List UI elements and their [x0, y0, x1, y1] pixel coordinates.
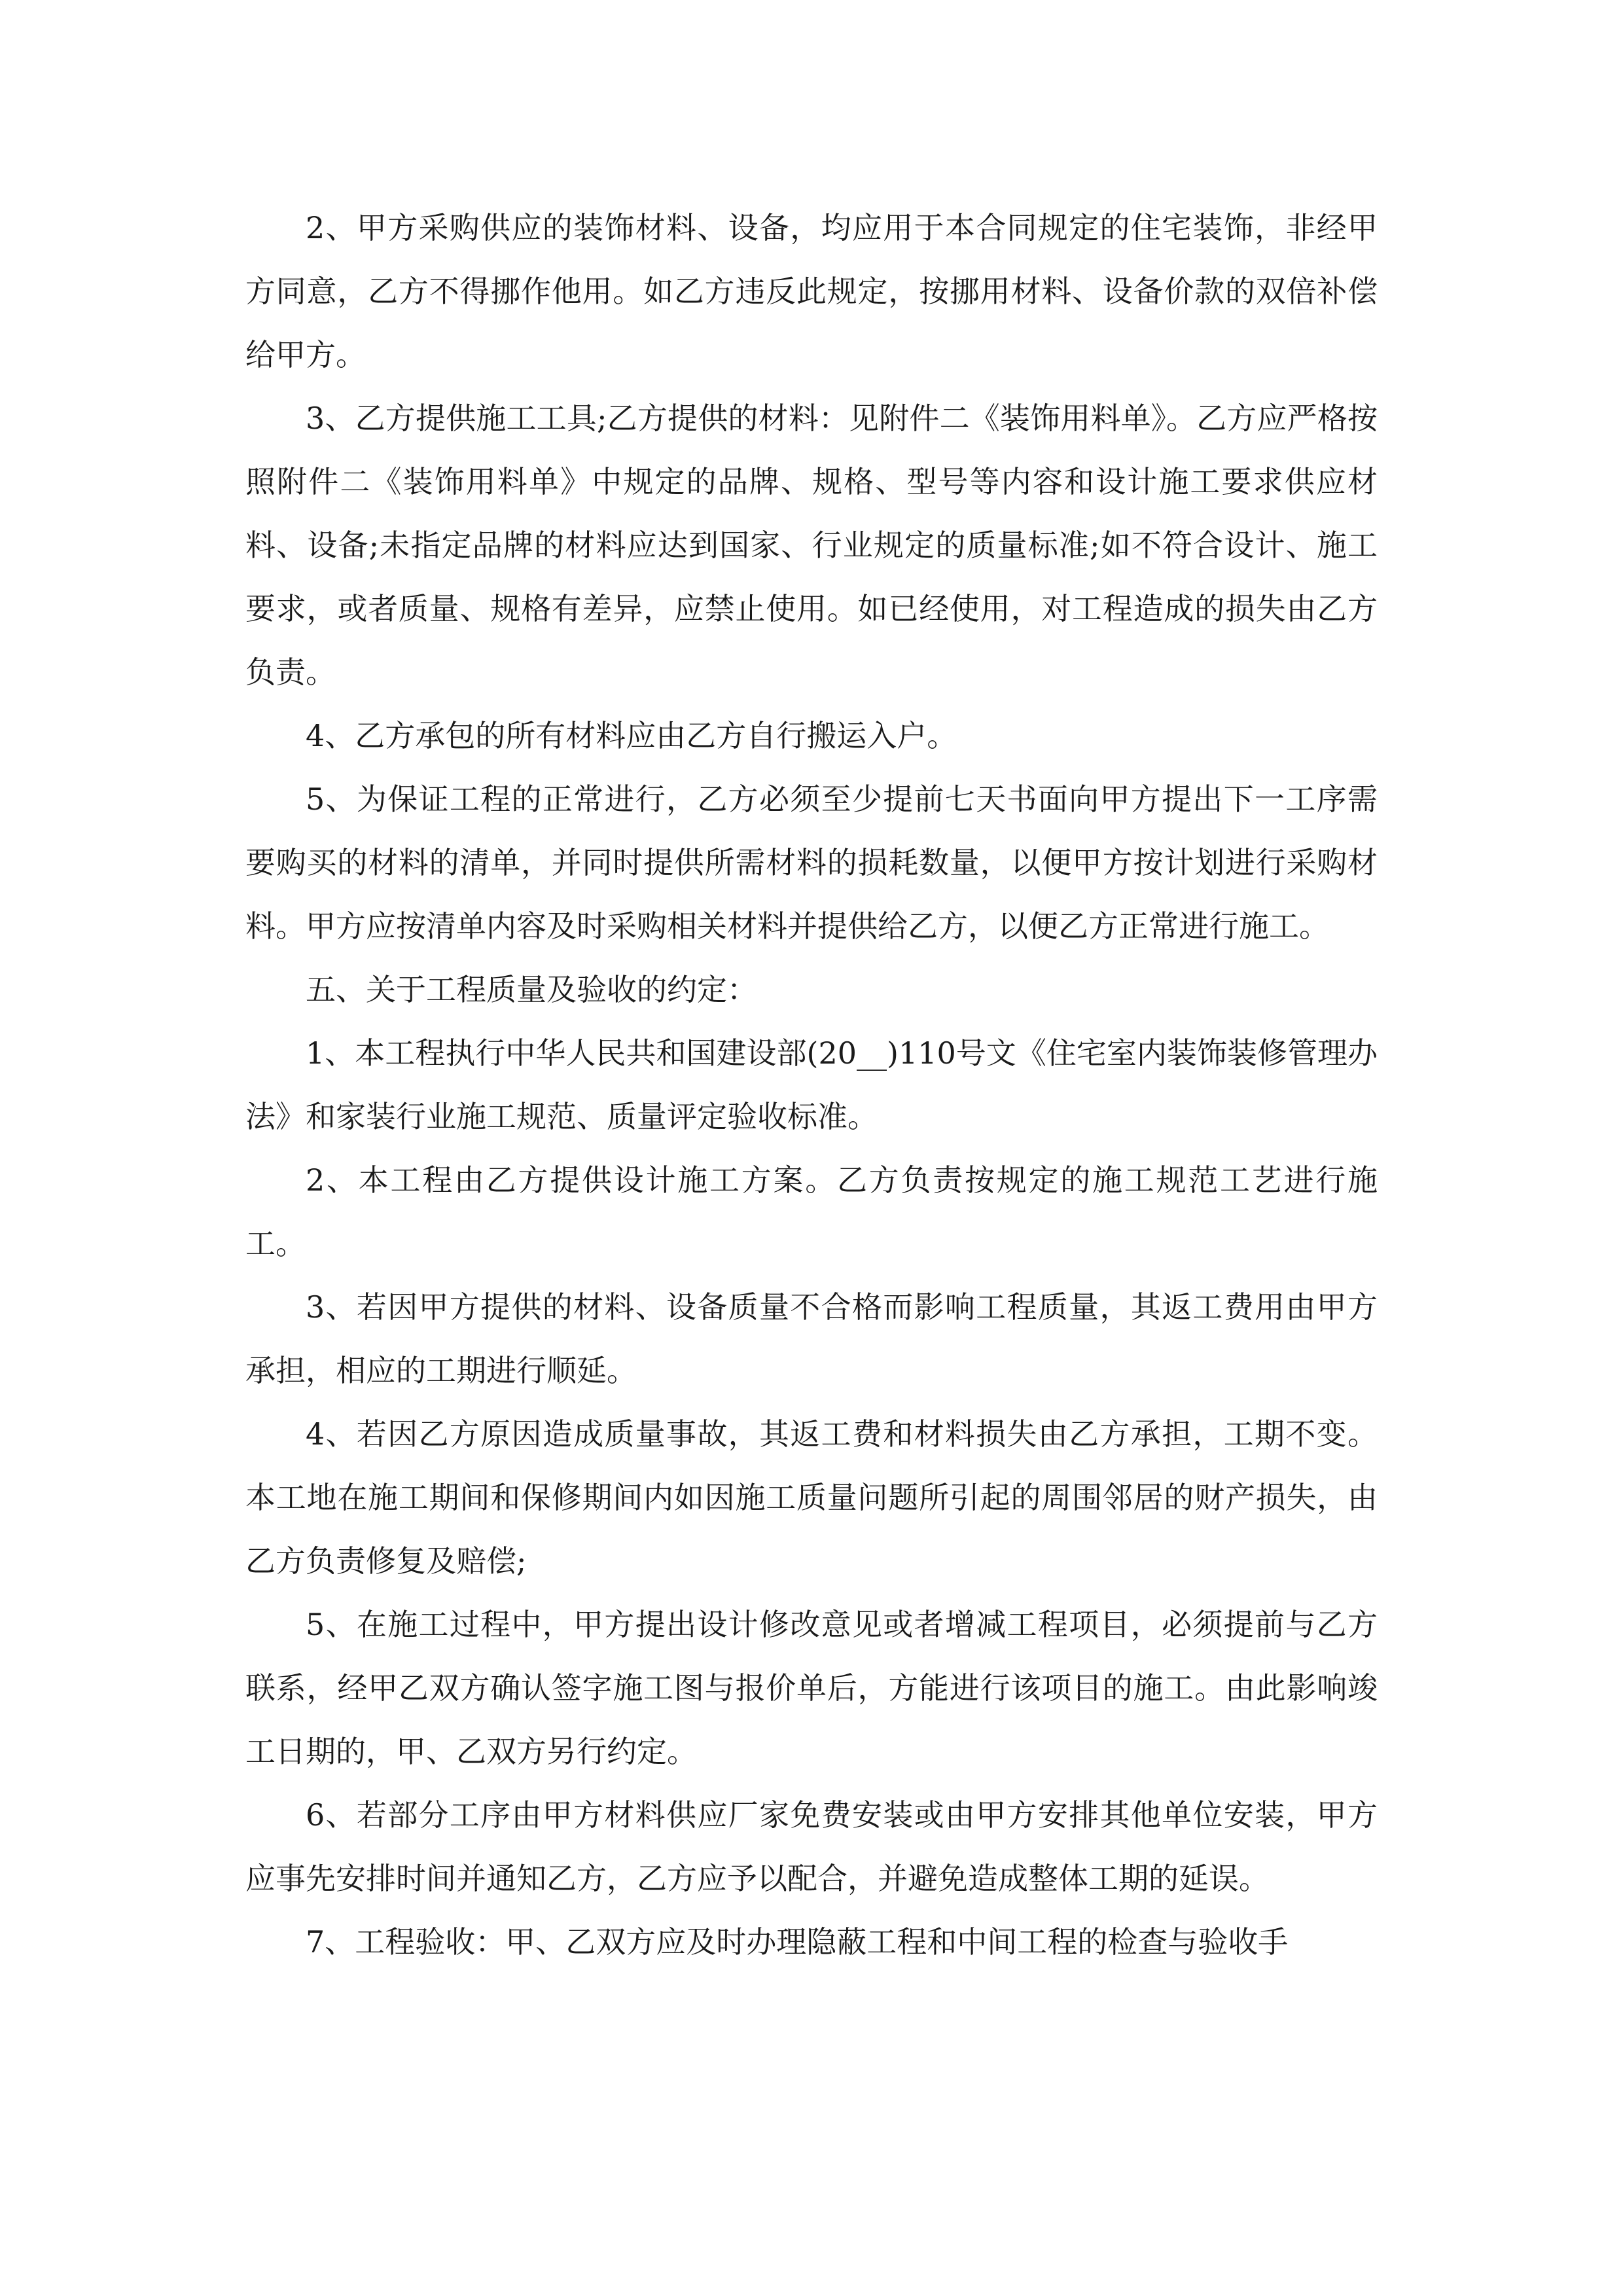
paragraph-clause-5-5: 5、在施工过程中，甲方提出设计修改意见或者增减工程项目，必须提前与乙方联系，经甲乙双方确认签字施工图与报价单后，方能进行该项目的施工。由此影响竣工日期的，甲、乙双方另行约定。: [245, 1607, 1378, 1769]
paragraph-clause-5-4: 4、若因乙方原因造成质量事故，其返工费和材料损失由乙方承担，工期不变。本工地在施工期间和保修期间内如因施工质量问题所引起的周围邻居的财产损失，由乙方负责修复及赔偿;: [245, 1416, 1378, 1579]
paragraph-clause-4-3: 3、乙方提供施工工具;乙方提供的材料：见附件二《装饰用料单》。乙方应严格按照附件二《装饰用料单》中规定的品牌、规格、型号等内容和设计施工要求供应材料、设备;未指定品牌的材料应达到国家、行业规定的质量标准;如不符合设计、施工要求，或者质量、规格有差异，应禁止使用。如已经使用，对工程造成的损失由乙方负责。: [245, 401, 1378, 690]
paragraph-clause-4-5: 5、为保证工程的正常进行，乙方必须至少提前七天书面向甲方提出下一工序需要购买的材料的清单，并同时提供所需材料的损耗数量，以便甲方按计划进行采购材料。甲方应按清单内容及时采购相关材料并提供给乙方，以便乙方正常进行施工。: [245, 781, 1378, 944]
paragraph-clause-5-7: 7、工程验收：甲、乙双方应及时办理隐蔽工程和中间工程的检查与验收手: [306, 1924, 1289, 1960]
paragraph-clause-5-2: 2、本工程由乙方提供设计施工方案。乙方负责按规定的施工规范工艺进行施工。: [245, 1162, 1378, 1261]
paragraph-clause-5-6: 6、若部分工序由甲方材料供应厂家免费安装或由甲方安排其他单位安装，甲方应事先安排时间并通知乙方，乙方应予以配合，并避免造成整体工期的延误。: [245, 1797, 1378, 1896]
paragraph-clause-5-1: 1、本工程执行中华人民共和国建设部(20__)110号文《住宅室内装饰装修管理办法》和家装行业施工规范、质量评定验收标准。: [245, 1035, 1378, 1134]
paragraph-clause-5-3: 3、若因甲方提供的材料、设备质量不合格而影响工程质量，其返工费用由甲方承担，相应的工期进行顺延。: [245, 1289, 1378, 1388]
section-heading-5: 五、关于工程质量及验收的约定：: [306, 972, 757, 1007]
paragraph-clause-4-4: 4、乙方承包的所有材料应由乙方自行搬运入户。: [306, 718, 957, 753]
paragraph-clause-4-2: 2、甲方采购供应的装饰材料、设备，均应用于本合同规定的住宅装饰，非经甲方同意，乙方不得挪作他用。如乙方违反此规定，按挪用材料、设备价款的双倍补偿给甲方。: [245, 210, 1378, 372]
document-body: [245, 196, 1378, 1974]
